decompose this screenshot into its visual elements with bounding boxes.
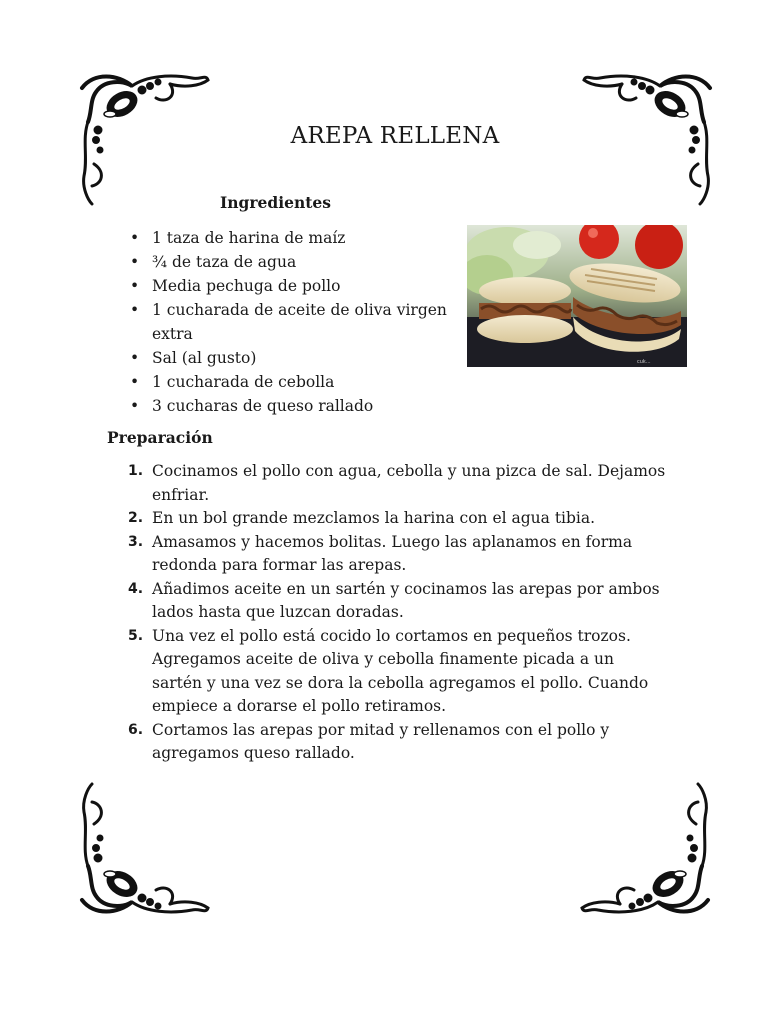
- preparation-heading: Preparación: [107, 428, 213, 447]
- step-number: 4.: [128, 580, 144, 597]
- step-text: Añadimos aceite en un sartén y cocinamos las arepas por ambos lados hasta que luzcan doradas.: [152, 579, 660, 621]
- floral-corner-bottom-left-icon: [74, 780, 214, 920]
- ingredients-heading: Ingredientes: [220, 193, 331, 212]
- recipe-title: AREPA RELLENA: [290, 123, 500, 150]
- step-number: 1.: [128, 463, 144, 479]
- step-text: Una vez el pollo está cocido lo cortamos en pequeños trozos. Agregamos aceite de oliva y cebolla finamente picada a un sartén y una vez se dora la cebolla agregamos el pollo. Cuando empiece a dorarse el pollo retiramos.: [152, 626, 649, 715]
- step-item: [128, 625, 668, 719]
- step-text: Cocinamos el pollo con agua, cebolla y una pizca de sal. Dejamos enfriar.: [152, 462, 666, 504]
- step-text: Amasamos y hacemos bolitas. Luego las aplanamos en forma redonda para formar las arepas.: [152, 532, 633, 574]
- step-number: 3.: [128, 533, 144, 550]
- svg-text:cuk...: cuk...: [637, 359, 651, 365]
- step-item: [128, 719, 668, 766]
- step-number: 2.: [128, 510, 144, 526]
- step-item: [128, 578, 668, 625]
- ingredient-item: • 1 taza de harina de maíz: [130, 226, 460, 250]
- ingredient-item: • ¾ de taza de agua: [130, 250, 460, 274]
- step-item: [128, 507, 668, 531]
- floral-corner-bottom-right-icon: [576, 780, 716, 920]
- ingredients-list: [130, 226, 460, 418]
- step-text: En un bol grande mezclamos la harina con el agua tibia.: [152, 509, 596, 527]
- step-number: 6.: [128, 721, 144, 738]
- step-item: [128, 460, 668, 507]
- preparation-steps-list: [128, 460, 668, 766]
- arepa-photo: [467, 225, 687, 367]
- step-text: Cortamos las arepas por mitad y rellenamos con el pollo y agregamos queso rallado.: [152, 720, 610, 762]
- step-number: 5.: [128, 627, 144, 644]
- ingredient-item: • Media pechuga de pollo: [130, 274, 460, 298]
- step-item: [128, 531, 668, 578]
- ingredient-item: • 1 cucharada de cebolla: [130, 370, 460, 394]
- ingredient-item: • Sal (al gusto): [130, 346, 460, 370]
- ingredient-item: • 1 cucharada de aceite de oliva virgen extra: [130, 298, 460, 346]
- ingredient-item: • 3 cucharas de queso rallado: [130, 394, 460, 418]
